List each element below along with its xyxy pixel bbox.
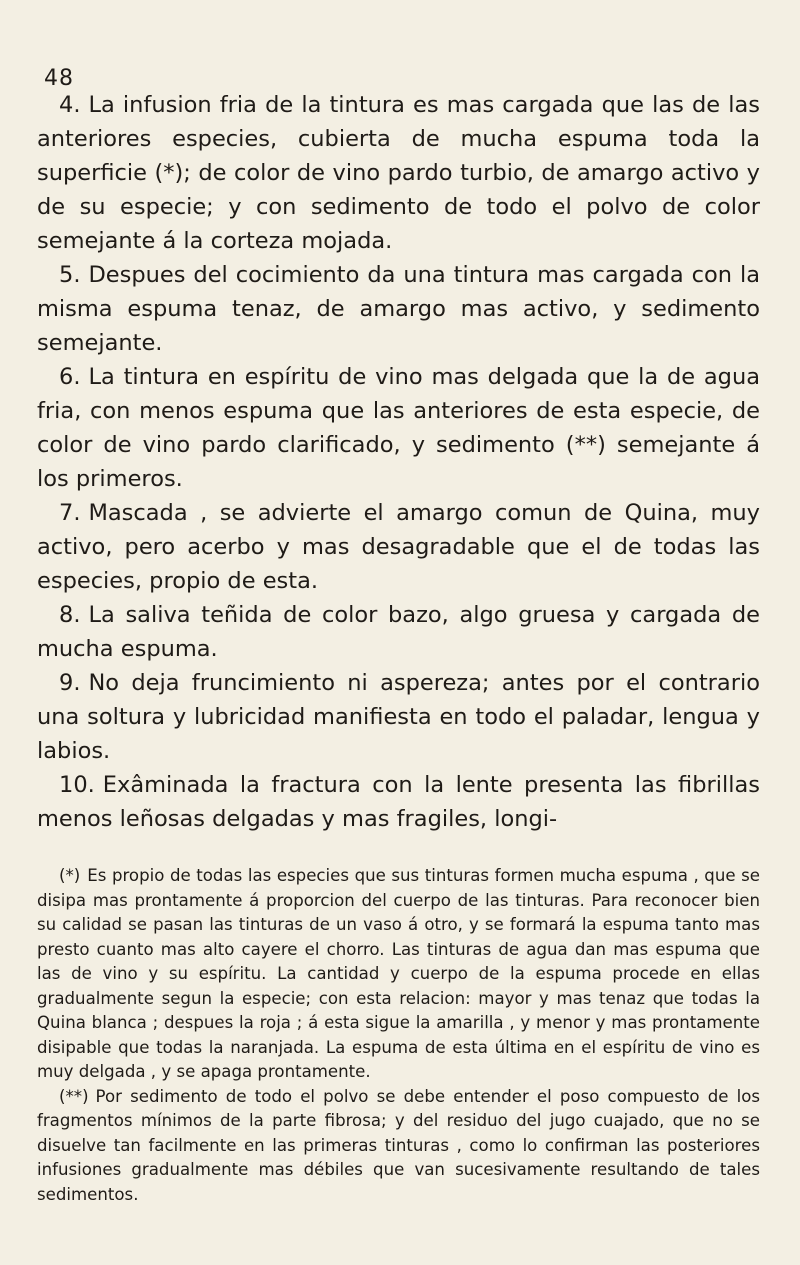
paragraph-5	[37, 258, 760, 360]
paragraph-10	[37, 768, 760, 836]
paragraph-text: Despues del cocimiento da una tintura mas cargada con la misma espuma tenaz, de amargo mas activo, y sedimento semejante.	[37, 262, 760, 356]
footnote-mark: (*)	[59, 866, 81, 885]
paragraph-text: No deja fruncimiento ni aspereza; antes por el contrario una soltura y lubricidad manifiesta en todo el paladar, lengua y labios.	[37, 670, 760, 764]
paragraph-text: La saliva teñida de color bazo, algo gruesa y cargada de mucha espuma.	[37, 602, 760, 662]
paragraph-8	[37, 598, 760, 666]
paragraph-number: 6.	[59, 364, 81, 390]
paragraph-text: Mascada , se advierte el amargo comun de Quina, muy activo, pero acerbo y mas desagradable que el de todas las especies, propio de esta.	[37, 500, 760, 594]
paragraph-7	[37, 496, 760, 598]
paragraph-number: 10.	[59, 772, 95, 798]
footnote-2	[37, 1085, 760, 1208]
paragraph-number: 7.	[59, 500, 81, 526]
paragraph-text: Exâminada la fractura con la lente presenta las fibrillas menos leñosas delgadas y mas fragiles, longi-	[37, 772, 760, 832]
footnote-mark: (**)	[59, 1086, 89, 1106]
paragraph-number: 5.	[59, 262, 81, 288]
paragraph-number: 4.	[59, 92, 81, 118]
paragraph-4	[37, 88, 760, 258]
paragraph-number: 9.	[59, 670, 81, 696]
paragraph-text: La infusion fria de la tintura es mas cargada que las de las anteriores especies, cubierta de mucha espuma toda la superficie (*); de color de vino pardo turbio, de amargo activo y de su especie; y con sedimento de todo el polvo de color semejante á la corteza mojada.	[37, 92, 760, 254]
paragraph-6	[37, 360, 760, 496]
footnote-text: Es propio de todas las especies que sus tinturas formen mucha espuma , que se disipa mas prontamente á proporcion del cuerpo de las tinturas. Para reconocer bien su calidad se pasan las tinturas de un vaso á otro, y se formará la espuma tanto mas presto cuanto mas alto cayere el chorro. Las tinturas de agua dan mas espuma que las de vino y su espíritu. La cantidad y cuerpo de la espuma procede en ellas gradualmente segun la especie; con esta relacion: mayor y mas tenaz que todas la Quina blanca ; despues la roja ; á esta sigue la amarilla , y menor y mas prontamente disipable que todas la naranjada. La espuma de esta última en el espíritu de vino es muy delgada , y se apaga prontamente.	[37, 866, 760, 1081]
paragraph-number: 8.	[59, 602, 81, 628]
footnote-text: Por sedimento de todo el polvo se debe entender el poso compuesto de los fragmentos mínimos de la parte fibrosa; y del residuo del jugo cuajado, que no se disuelve tan facilmente en las primeras tinturas , como lo confirman las posteriores infusiones gradualmente mas débiles que van sucesivamente resultando de tales sedimentos.	[37, 1086, 760, 1204]
footnotes	[37, 854, 760, 1207]
footnote-1	[37, 864, 760, 1085]
main-text	[37, 88, 760, 836]
paragraph-text: La tintura en espíritu de vino mas delgada que la de agua fria, con menos espuma que las anteriores de esta especie, de color de vino pardo clarificado, y sedimento (**) semejante á los primeros.	[37, 364, 760, 492]
page-number: 48	[44, 66, 74, 91]
paragraph-9	[37, 666, 760, 768]
